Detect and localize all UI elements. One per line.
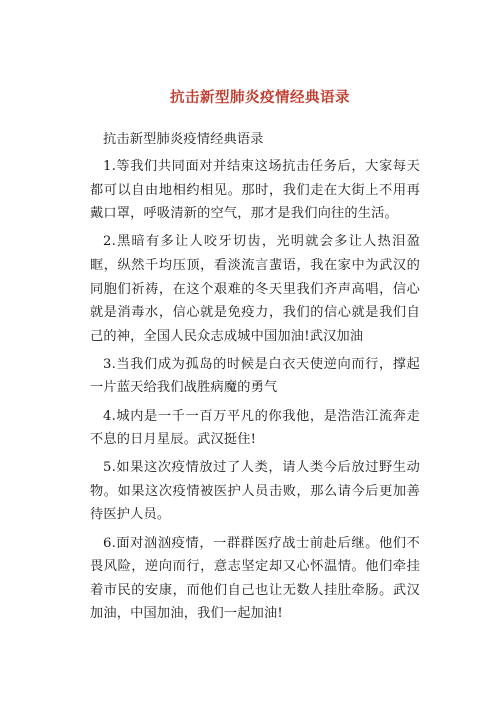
document-body [90,128,420,630]
document-title: 抗击新型肺炎疫情经典语录 [170,89,350,106]
quote-paragraph-1: 1.等我们共同面对并结束这场抗击任务后，大家每天都可以自由地相约相见。那时，我们走在大街上不用再戴口罩，呼吸清新的空气，那才是我们向往的生活。 [90,159,420,222]
quote-paragraph-2: 2.黑暗有多让人咬牙切齿，光明就会多让人热泪盈眶，纵然千均压顶，看淡流言蜚语，我在家中为武汉的同胞们祈祷，在这个艰难的冬天里我们齐声高唱，信心就是消毒水，信心就是免疫力，我们的信心就是我们自己的神，全国人民众志成城中国加油!武汉加油 [90,234,420,344]
quote-paragraph-5: 5.如果这次疫情放过了人类，请人类今后放过野生动物。如果这次疫情被医护人员击败，那么请今后更加善待医护人员。 [90,460,420,523]
quote-paragraph-3: 3.当我们成为孤岛的时候是白衣天使逆向而行，撑起一片蓝天给我们战胜病魔的勇气 [90,356,420,396]
document-subtitle: 抗击新型肺炎疫情经典语录 [103,132,264,147]
quote-paragraph-6: 6.面对汹汹疫情，一群群医疗战士前赴后继。他们不畏风险，逆向而行，意志坚定却又心怀温情。他们牵挂着市民的安康，而他们自己也让无数人挂肚牵肠。武汉加油，中国加油，我们一起加油! [90,535,420,622]
quote-paragraph-4: 4.城内是一千一百万平凡的你我他，是浩浩江流奔走不息的日月星辰。武汉挺住! [90,408,420,448]
